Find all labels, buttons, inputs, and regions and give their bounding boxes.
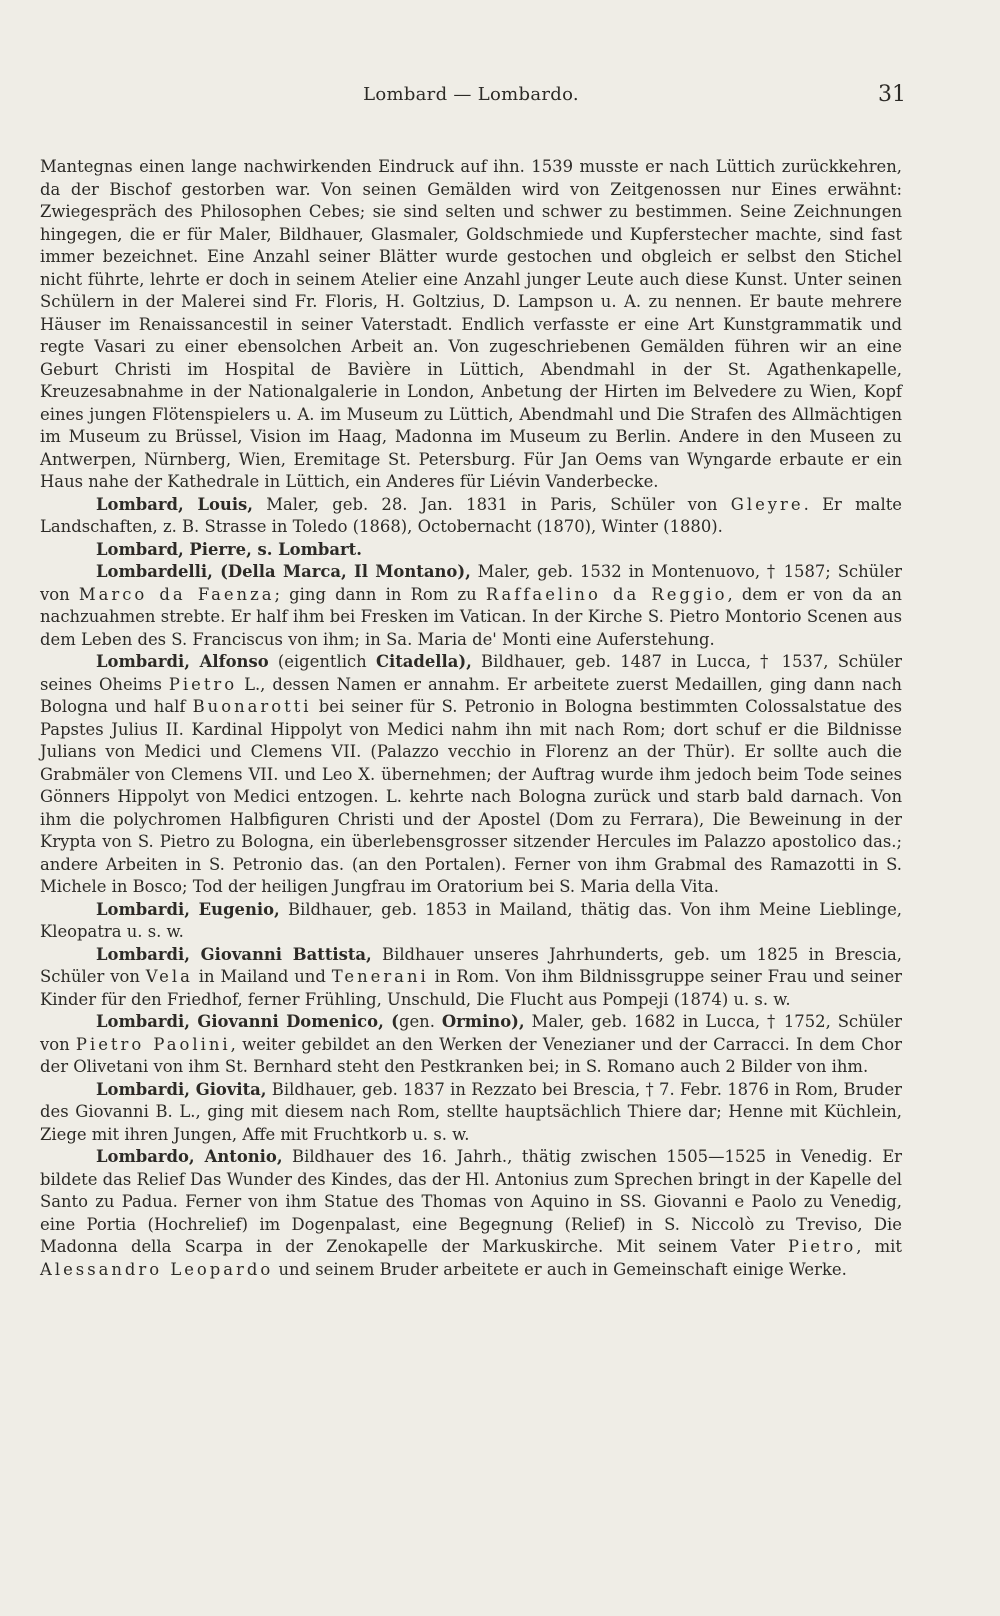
entry-headword: Lombard, Louis,	[96, 494, 253, 514]
entry-text: L., dessen Namen er annahm. Er arbeitete zuerst Medaillen, ging dann nach Bologna und half	[40, 674, 902, 716]
spaced-name: Vela	[145, 967, 193, 986]
entry-text: Bildhauer des 16. Jahrh., thätig zwischen 1505—1525 in Venedig. Er bildete das Relief Das Wunder des Kindes, das der Hl. Antonius zum Sprechen bringt in der Kapelle del Santo zu Padua. Ferner von ihm Statue des Thomas von Aquino in SS. Giovanni e Paolo zu Venedig, eine Portia (Hochrelief) im Dogenpalast, eine Begegnung (Relief) in S. Niccolò zu Treviso, Die Madonna della Scarpa in der Zenokapelle der Markuskirche. Mit seinem Vater	[40, 1147, 903, 1256]
entry-text: . Er malte Landschaften, z. B. Strasse in Toledo (1868), Octobernacht (1870), Winter (1880).	[40, 494, 902, 536]
entry-text: in Mailand und	[192, 967, 332, 986]
lexicon-entry	[40, 494, 902, 539]
entry-text: Maler, geb. 1532 in Montenuovo, † 1587; Schüler von	[40, 562, 902, 604]
entry-headword: Citadella),	[375, 652, 472, 671]
spaced-name: Pietro	[168, 674, 238, 694]
spaced-name: Buonarotti	[192, 697, 312, 716]
lexicon-entry	[40, 561, 902, 651]
entry-text: Maler, geb. 28. Jan. 1831 in Paris, Schüler von	[252, 494, 731, 514]
entry-text: Maler, geb. 1682 in Lucca, † 1752, Schüler von	[40, 1012, 903, 1054]
entry-headword: Lombardelli, (Della Marca, Il Montano),	[96, 562, 471, 581]
entry-text: Mantegnas einen lange nachwirkenden Eindruck auf ihn. 1539 musste er nach Lüttich zurückkehren, da der Bischof gestorben war. Von seinen Gemälden wird von Zeitgenossen nur Eines erwähnt: Zwiegespräch des Philosophen Cebes; sie sind selten und schwer zu bestimmen. Seine Zeichnungen hingegen, die er für Maler, Bildhauer, Glasmaler, Goldschmiede und Kupferstecher machte, sind fast immer bezeichnet. Eine Anzahl seiner Blätter wurde gestochen und obgleich er selbst den Stichel nicht führte, lehrte er doch in seinem Atelier eine Anzahl junger Leute auch diese Kunst. Unter seinen Schülern in der Malerei sind Fr. Floris, H. Goltzius, D. Lampson u. A. zu nennen. Er baute mehrere Häuser im Renaissancestil in seiner Vaterstadt. Endlich verfasste er eine Art Kunstgrammatik und regte Vasari zu einer ebensolchen Arbeit an. Von zugeschriebenen Gemälden führen wir an eine Geburt Christi im Hospital de Bavière in Lüttich, Abendmahl in der St. Agathenkapelle, Kreuzesabnahme in der Nationalgalerie in London, Anbetung der Hirten im Belvedere zu Wien, Kopf eines jungen Flötenspielers u. A. im Museum zu Lüttich, Abendmahl und Die Strafen des Allmächtigen im Museum zu Brüssel, Vision im Haag, Madonna im Museum zu Berlin. Andere in den Museen zu Antwerpen, Nürnberg, Wien, Eremitage St. Petersburg. Für Jan Oems van Wyngarde erbaute er ein Haus nahe der Kathedrale in Lüttich, ein Anderes für Liévin Vanderbecke.	[40, 157, 902, 491]
lexicon-entry	[40, 651, 902, 899]
lexicon-entry	[40, 944, 902, 1012]
entry-text: Bildhauer, geb. 1487 in Lucca, † 1537, Schüler seines Oheims	[40, 652, 903, 694]
running-title: Lombard — Lombardo.	[363, 84, 579, 105]
entry-text: (eigentlich	[268, 652, 376, 671]
spaced-name: Raffaelino da Reggio	[485, 584, 728, 604]
page-number: 31	[878, 82, 906, 107]
entry-headword: Lombardi, Giovanni Battista,	[96, 944, 372, 964]
spaced-name: Tenerani	[331, 967, 429, 986]
spaced-name: Pietro Paolini	[75, 1034, 231, 1054]
entry-headword: Lombardo, Antonio,	[96, 1147, 283, 1166]
lexicon-entry	[40, 1079, 902, 1147]
lexicon-entry	[40, 539, 902, 562]
continued-paragraph	[40, 156, 902, 494]
entry-headword: Lombard, Pierre, s. Lombart.	[96, 539, 362, 559]
spaced-name: Alessandro Leopardo	[40, 1259, 274, 1279]
entry-text: gen.	[398, 1012, 442, 1031]
entry-headword: Ormino),	[441, 1012, 525, 1031]
running-head	[40, 82, 906, 120]
spaced-name: Marco da Faenza	[78, 584, 275, 604]
lexicon-entry	[40, 1146, 902, 1281]
entry-text: und seinem Bruder arbeitete er auch in Gemeinschaft einige Werke.	[273, 1259, 847, 1279]
entry-headword: Lombardi, Giovita,	[96, 1079, 267, 1099]
entry-text: , mit	[856, 1237, 903, 1256]
entry-headword: Lombardi, Alfonso	[96, 652, 269, 671]
entry-text: ; ging dann in Rom zu	[274, 584, 486, 604]
entry-text: in Rom. Von ihm Bildnissgruppe seiner Frau und seiner Kinder für den Friedhof, ferner Frühling, Unschuld, Die Flucht aus Pompeji (1874) u. s. w.	[40, 967, 902, 1009]
entry-headword: Lombardi, Giovanni Domenico, (	[96, 1012, 399, 1031]
entry-text: Bildhauer unseres Jahrhunderts, geb. um 1825 in Brescia, Schüler von	[40, 944, 902, 986]
spaced-name: Gleyre	[730, 494, 804, 514]
entry-text: Bildhauer, geb. 1853 in Mailand, thätig das. Von ihm Meine Lieblinge, Kleopatra u. s. w.	[40, 899, 902, 941]
body-text	[40, 156, 902, 1281]
lexicon-entry	[40, 899, 902, 944]
entry-headword: Lombardi, Eugenio,	[96, 899, 280, 919]
entry-text: , weiter gebildet an den Werken der Venezianer und der Carracci. In dem Chor der Olivetani von ihm St. Bernhard steht den Pestkranken bei; in S. Romano auch 2 Bilder von ihm.	[40, 1034, 902, 1076]
spaced-name: Pietro	[787, 1237, 857, 1256]
entry-text: bei seiner für S. Petronio in Bologna bestimmten Colossalstatue des Papstes Julius II. Kardinal Hippolyt von Medici nahm ihn mit nach Rom; dort schuf er die Bildnisse Julians von Medici und Clemens VII. (Palazzo vecchio in Florenz an der Thür). Er sollte auch die Grabmäler von Clemens VII. und Leo X. übernehmen; der Auftrag wurde ihm jedoch beim Tode seines Gönners Hippolyt von Medici entzogen. L. kehrte nach Bologna zurück und starb bald darnach. Von ihm die polychromen Halbfiguren Christi und der Apostel (Dom zu Ferrara), Die Beweinung in der Krypta von S. Pietro zu Bologna, ein überlebensgrosser sitzender Hercules im Palazzo apostolico das.; andere Arbeiten in S. Petronio das. (an den Portalen). Ferner von ihm Grabmal des Ramazotti in S. Michele in Bosco; Tod der heiligen Jungfrau im Oratorium bei S. Maria della Vita.	[40, 697, 902, 896]
lexicon-entry	[40, 1011, 902, 1079]
entry-text: Bildhauer, geb. 1837 in Rezzato bei Brescia, † 7. Febr. 1876 in Rom, Bruder des Giovanni B. L., ging mit diesem nach Rom, stellte hauptsächlich Thiere dar; Henne mit Küchlein, Ziege mit ihren Jungen, Affe mit Fruchtkorb u. s. w.	[40, 1079, 903, 1144]
entry-text: , dem er von da an nachzuahmen strebte. Er half ihm bei Fresken im Vatican. In der Kirche S. Pietro Montorio Scenen aus dem Leben des S. Franciscus von ihm; in Sa. Maria de' Monti eine Auferstehung.	[40, 584, 902, 649]
